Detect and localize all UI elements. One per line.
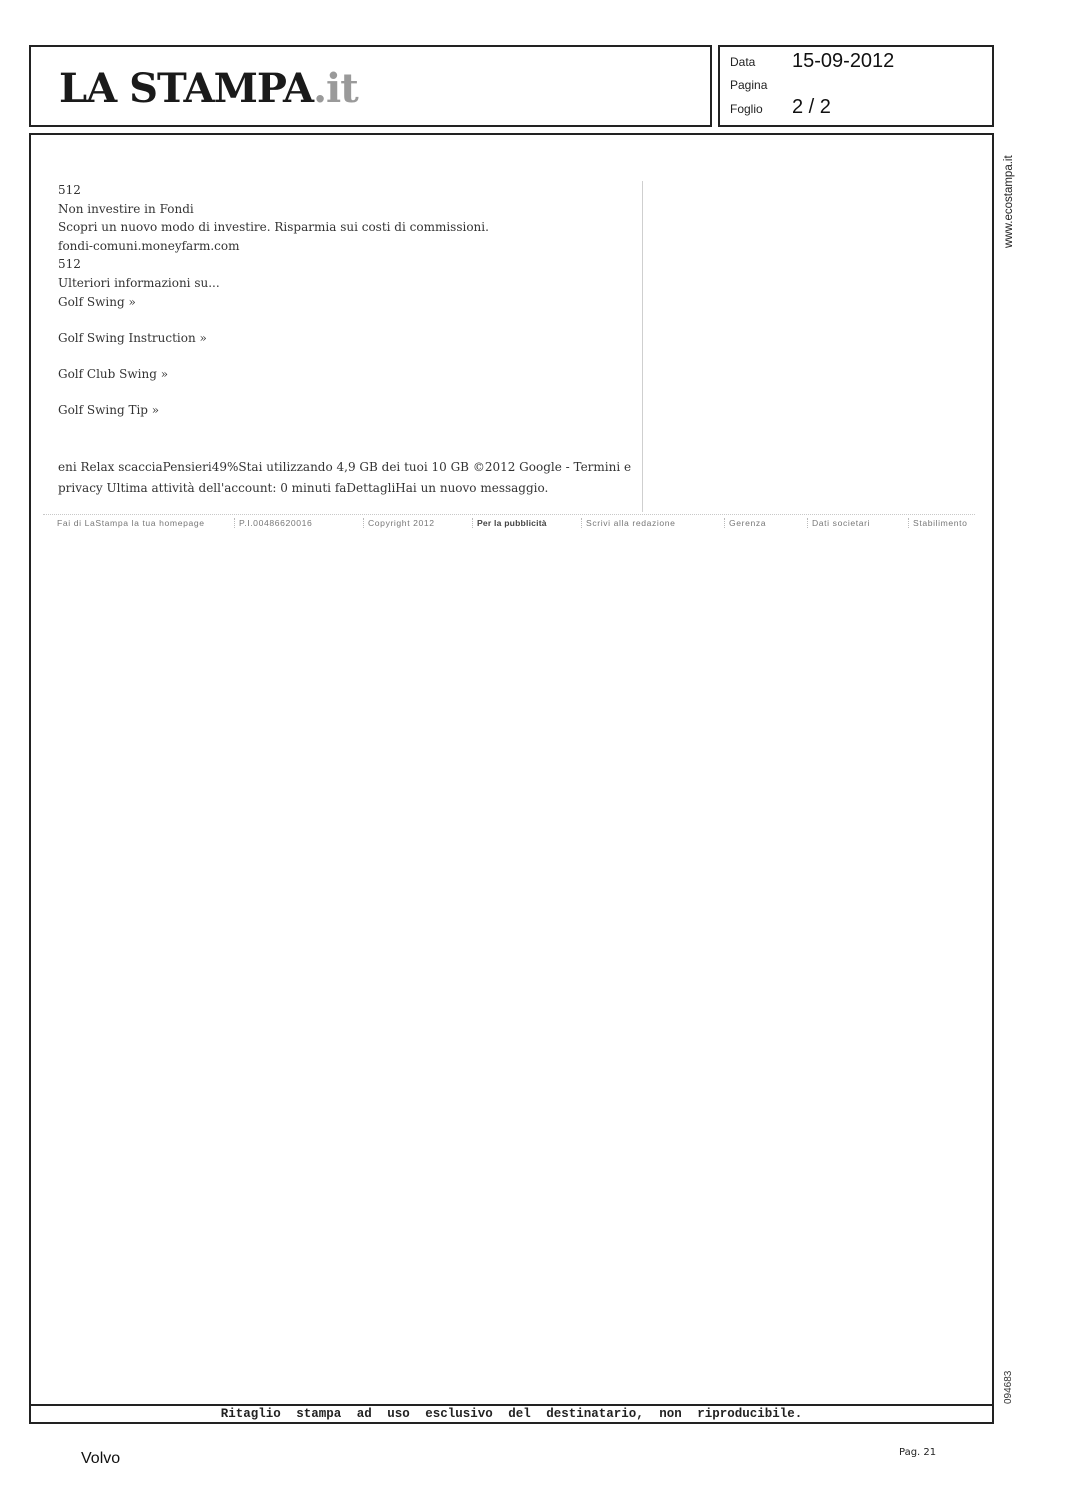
page-number: Pag. 21 xyxy=(899,1447,937,1458)
logo-main: LA STAMPA xyxy=(59,65,314,112)
clipping-frame xyxy=(29,133,994,1424)
account-info xyxy=(58,457,632,499)
logo-box xyxy=(29,45,712,127)
side-code: 094683 xyxy=(1003,1370,1014,1404)
account-line: privacy Ultima attività dell'account: 0 minuti faDettagliHai un nuovo messaggio. xyxy=(58,480,549,495)
la-stampa-logo xyxy=(59,65,358,112)
footer-link-stabilimento[interactable]: Stabilimento xyxy=(908,518,968,528)
ad-url[interactable]: fondi-comuni.moneyfarm.com xyxy=(58,238,240,253)
foglio-label: Foglio xyxy=(730,102,763,116)
related-link[interactable]: Golf Swing Instruction » xyxy=(58,330,207,345)
meta-box xyxy=(718,45,994,127)
related-link[interactable]: Golf Club Swing » xyxy=(58,366,169,381)
footer-link-redazione[interactable]: Scrivi alla redazione xyxy=(581,518,676,528)
footer-link-dati-societari[interactable]: Dati societari xyxy=(807,518,870,528)
ad-title[interactable]: Non investire in Fondi xyxy=(58,201,194,216)
ad-id: 512 xyxy=(58,257,81,272)
footer-link-gerenza[interactable]: Gerenza xyxy=(724,518,766,528)
logo-suffix: .it xyxy=(313,65,358,112)
article-content xyxy=(58,181,632,499)
foglio-value: 2 / 2 xyxy=(792,96,831,118)
related-link[interactable]: Golf Swing » xyxy=(58,294,136,309)
client-name: Volvo xyxy=(81,1450,121,1467)
footer-link-copyright: Copyright 2012 xyxy=(363,518,435,528)
disclaimer: Ritaglio stampa ad uso esclusivo del destinatario, non riproducibile. xyxy=(220,1407,803,1421)
footer-link-piva: P.I.00486620016 xyxy=(234,518,312,528)
related-link[interactable]: Golf Swing Tip » xyxy=(58,402,160,417)
related-links xyxy=(58,293,628,437)
site-footer-links xyxy=(43,514,975,529)
ad-description: Scopri un nuovo modo di investire. Risparmia sui costi di commissioni. xyxy=(58,220,489,235)
data-label: Data xyxy=(730,55,756,69)
data-value: 15-09-2012 xyxy=(792,50,895,72)
column-divider xyxy=(642,181,643,512)
footer-link-pubblicita[interactable]: Per la pubblicità xyxy=(472,518,547,528)
account-line: eni Relax scacciaPensieri49%Stai utilizzando 4,9 GB dei tuoi 10 GB ©2012 Google - Termini e xyxy=(58,459,632,474)
side-url: www.ecostampa.it xyxy=(1003,155,1015,248)
more-info-heading: Ulteriori informazioni su... xyxy=(58,275,220,290)
pagina-label: Pagina xyxy=(730,78,768,92)
ad-id: 512 xyxy=(58,183,81,197)
footer-link-homepage[interactable]: Fai di LaStampa la tua homepage xyxy=(57,518,205,528)
